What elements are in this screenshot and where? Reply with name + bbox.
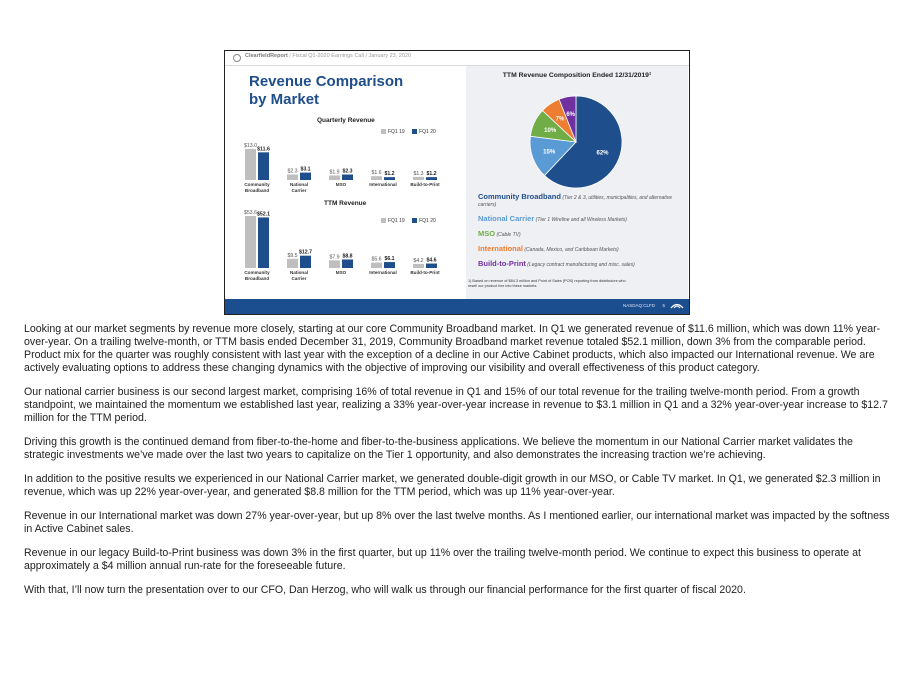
breadcrumb: [245, 53, 411, 59]
legend-label-fq1-20: FQ1 20: [419, 218, 436, 224]
data-label: $6.1: [384, 256, 395, 263]
bar: [413, 177, 424, 180]
category-label: National: [289, 182, 309, 187]
market-item-build-to-print: [478, 260, 683, 269]
quarterly-chart-title: Quarterly Revenue: [317, 117, 375, 124]
bar: [287, 175, 298, 180]
data-label: $2.3: [287, 168, 298, 175]
data-label: $13.0: [244, 143, 257, 149]
paragraph: Revenue in our International market was down 27% year-over-year, but up 8% over the last twelve months. As I mentioned earlier, our international market was impacted by the softness in Active Cabinet sales.: [24, 510, 890, 535]
category-label: Carrier: [291, 276, 307, 281]
market-item-community-broadband: [478, 193, 683, 209]
market-legend-list: [478, 193, 683, 275]
paragraph: Driving this growth is the continued demand from fiber-to-the-home and fiber-to-the-business applications. We believe the momentum in our National Carrier market validates the strategic investments we’ve made over the last two years to capitalize on the Tier 1 opportunity, and also demonstrates the increasing traction we’re achieving.: [24, 436, 853, 461]
market-description: (Canada, Mexico, and Caribbean Markets): [524, 247, 619, 253]
ttm-chart-title: TTM Revenue: [324, 200, 367, 207]
data-label: $1.2: [426, 171, 437, 178]
bar: [342, 175, 353, 180]
company-logo: [669, 300, 685, 312]
quarterly-revenue-chart: [239, 133, 465, 199]
slide-title: Revenue Comparison by Market: [249, 73, 404, 108]
data-label: $53.6: [244, 210, 257, 216]
category-label: International: [369, 270, 397, 275]
paragraph: Looking at our market segments by revenue more closely, starting at our core Community Broadband market. In Q1 we generated revenue of $11.6 million, which was down 11% year-over-year. On a trailing twelve-month, or TTM basis ended December 31, 2019, Community Broadband market revenue totaled $52.1 million, down 3% from the comparable period. Product mix for the quarter was roughly consistent with last year with the exception of a decline in our Active Cabinet products, which also impacted our International revenue. We are actively evaluating options to address these changing dynamics with the objective of improving our visibility and overall effectiveness of this product category.: [24, 323, 881, 374]
bar: [384, 262, 395, 268]
paragraph: With that, I’ll now turn the presentation over to our CFO, Dan Herzog, who will walk us through our financial performance for the first quarter of fiscal 2020.: [24, 584, 746, 596]
paragraph: Our national carrier business is our second largest market, comprising 16% of total revenue in Q1 and 15% of our total revenue for the trailing twelve-month period. From a growth standpoint, we maintained the momentum we established last year, realizing a 33% year-over-year increase in revenue to $3.1 million in Q1 and a 32% year-over-year increase to $12.7 million for the TTM period.: [24, 386, 888, 424]
pie-chart-title: TTM Revenue Composition Ended 12/31/2019¹: [502, 72, 652, 79]
bar: [258, 152, 269, 180]
breadcrumb-text: / Fiscal Q1-2020 Earnings Call / January 23, 2020: [287, 53, 412, 59]
data-label: $1.9: [329, 169, 340, 176]
market-item-national-carrier: [478, 215, 683, 224]
bar: [426, 177, 437, 180]
bar: [300, 256, 311, 268]
data-label: $5.6: [371, 256, 382, 263]
circle-icon: [233, 54, 241, 62]
market-description: (Cable TV): [496, 232, 521, 238]
data-label: $52.1: [257, 211, 270, 218]
category-label: MSO: [335, 270, 347, 275]
data-label: $2.3: [342, 168, 353, 175]
pie-label: 7%: [555, 116, 565, 123]
bar: [300, 173, 311, 180]
legend-label-fq1-20: FQ1 20: [419, 129, 436, 135]
slide-header: [225, 51, 689, 66]
data-label: $7.9: [329, 254, 340, 261]
category-label: National: [289, 270, 309, 275]
pie-label: 6%: [566, 111, 575, 118]
data-label: $1.6: [371, 170, 382, 177]
category-label: Build-to-Print: [410, 182, 440, 187]
bar: [329, 175, 340, 180]
bar: [245, 216, 256, 268]
composition-panel: [466, 66, 688, 299]
legend-label-fq1-19: FQ1 19: [388, 218, 405, 224]
category-label: Broadband: [244, 188, 270, 193]
market-item-mso: [478, 230, 683, 239]
category-label: Carrier: [291, 188, 307, 193]
market-name: Build-to-Print: [478, 259, 526, 268]
data-label: $12.7: [299, 249, 312, 256]
category-label: International: [369, 182, 397, 187]
footer-ticker: NASDAQ:CLFD: [622, 303, 655, 308]
paragraph: Revenue in our legacy Build-to-Print business was down 3% in the first quarter, but up 11% over the trailing twelve-month period. We continue to expect this business to operate at approximately a $4 million annual run-rate for the foreseeable future.: [24, 547, 861, 572]
bar: [426, 264, 437, 268]
bar: [287, 259, 298, 268]
category-label: Community: [244, 270, 270, 275]
bar: [329, 260, 340, 268]
market-name: MSO: [478, 229, 496, 238]
bar: [384, 177, 395, 180]
data-label: $4.2: [413, 257, 424, 264]
category-label: MSO: [335, 182, 347, 187]
bar: [371, 176, 382, 180]
bar: [342, 259, 353, 268]
ttm-revenue-chart: [239, 207, 465, 285]
pie-label: 62%: [596, 150, 609, 157]
data-label: $1.2: [384, 171, 395, 178]
category-label: Broadband: [244, 276, 270, 281]
category-label: Build-to-Print: [410, 270, 440, 275]
pie-label: 10%: [544, 127, 557, 134]
data-label: $1.3: [413, 170, 424, 177]
data-label: $11.6: [257, 146, 270, 153]
market-description: (Legacy contract manufacturing and misc. sales): [527, 262, 635, 268]
data-label: $3.1: [300, 166, 311, 173]
footnote: 1) Based on revenue of $84.3 million and Point of Sales (POS) reporting from distributors who resell our product line into these markets.: [468, 279, 626, 288]
data-label: $9.5: [287, 252, 298, 259]
revenue-composition-pie: [524, 92, 628, 192]
market-item-international: [478, 245, 683, 254]
breadcrumb-brand: ClearfieldReport: [245, 53, 288, 59]
market-name: Community Broadband: [478, 192, 561, 201]
category-label: Community: [244, 182, 270, 187]
bar: [245, 149, 256, 180]
market-description: (Tier 2 & 3, utilities, municipalities, and alternative carriers): [478, 195, 673, 208]
bar: [413, 264, 424, 268]
bar: [258, 217, 269, 268]
slide-footer: [225, 299, 689, 314]
transcript-text: [24, 323, 890, 608]
market-name: National Carrier: [478, 214, 535, 223]
data-label: $4.6: [426, 257, 437, 264]
market-description: (Tier 1 Wireline and all Wireless Markets): [535, 217, 627, 223]
market-name: International: [478, 244, 524, 253]
data-label: $8.8: [342, 253, 353, 260]
pie-label: 15%: [543, 149, 556, 156]
footer-page-number: 5: [662, 303, 665, 308]
paragraph: In addition to the positive results we experienced in our National Carrier market, we generated double-digit growth in our MSO, or Cable TV market. In Q1, we generated $2.3 million in revenue, which was up 22% year-over-year, and generated $8.8 million for the TTM period, which was up 11% year-over-year.: [24, 473, 881, 498]
legend-label-fq1-19: FQ1 19: [388, 129, 405, 135]
presentation-slide: [224, 50, 690, 315]
bar: [371, 263, 382, 268]
